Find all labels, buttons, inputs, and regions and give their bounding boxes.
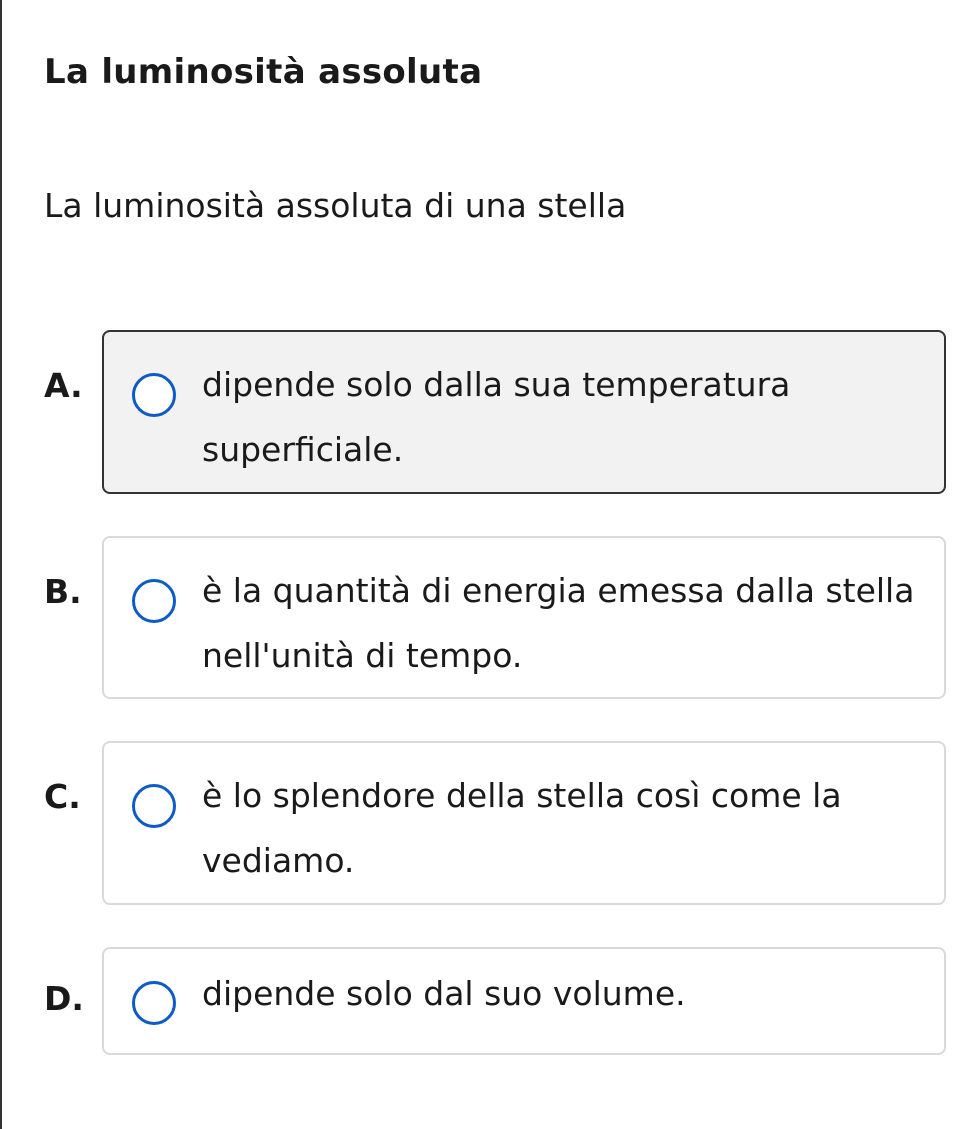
radio-circle-icon[interactable] <box>132 784 176 828</box>
option-d-button[interactable] <box>102 947 946 1055</box>
radio-circle-icon[interactable] <box>132 579 176 623</box>
option-a-button[interactable] <box>102 330 946 494</box>
radio-circle-icon[interactable] <box>132 981 176 1025</box>
option-c-text: è lo splendore della stella così come la vediamo. <box>202 776 842 880</box>
option-b-text: è la quantità di energia emessa dalla stella nell'unità di tempo. <box>202 571 915 675</box>
option-letter-d: D. <box>44 979 84 1018</box>
option-d-text: dipende solo dal suo volume. <box>202 974 686 1013</box>
radio-circle-icon[interactable] <box>132 373 176 417</box>
option-letter-a: A. <box>44 366 83 405</box>
question-text: La luminosità assoluta di una stella <box>44 186 627 225</box>
option-c-button[interactable] <box>102 741 946 905</box>
page-title: La luminosità assoluta <box>44 52 483 92</box>
option-b-button[interactable] <box>102 536 946 699</box>
option-letter-b: B. <box>44 572 82 611</box>
option-a-text: dipende solo dalla sua temperatura superficiale. <box>202 365 791 469</box>
option-letter-c: C. <box>44 777 81 816</box>
